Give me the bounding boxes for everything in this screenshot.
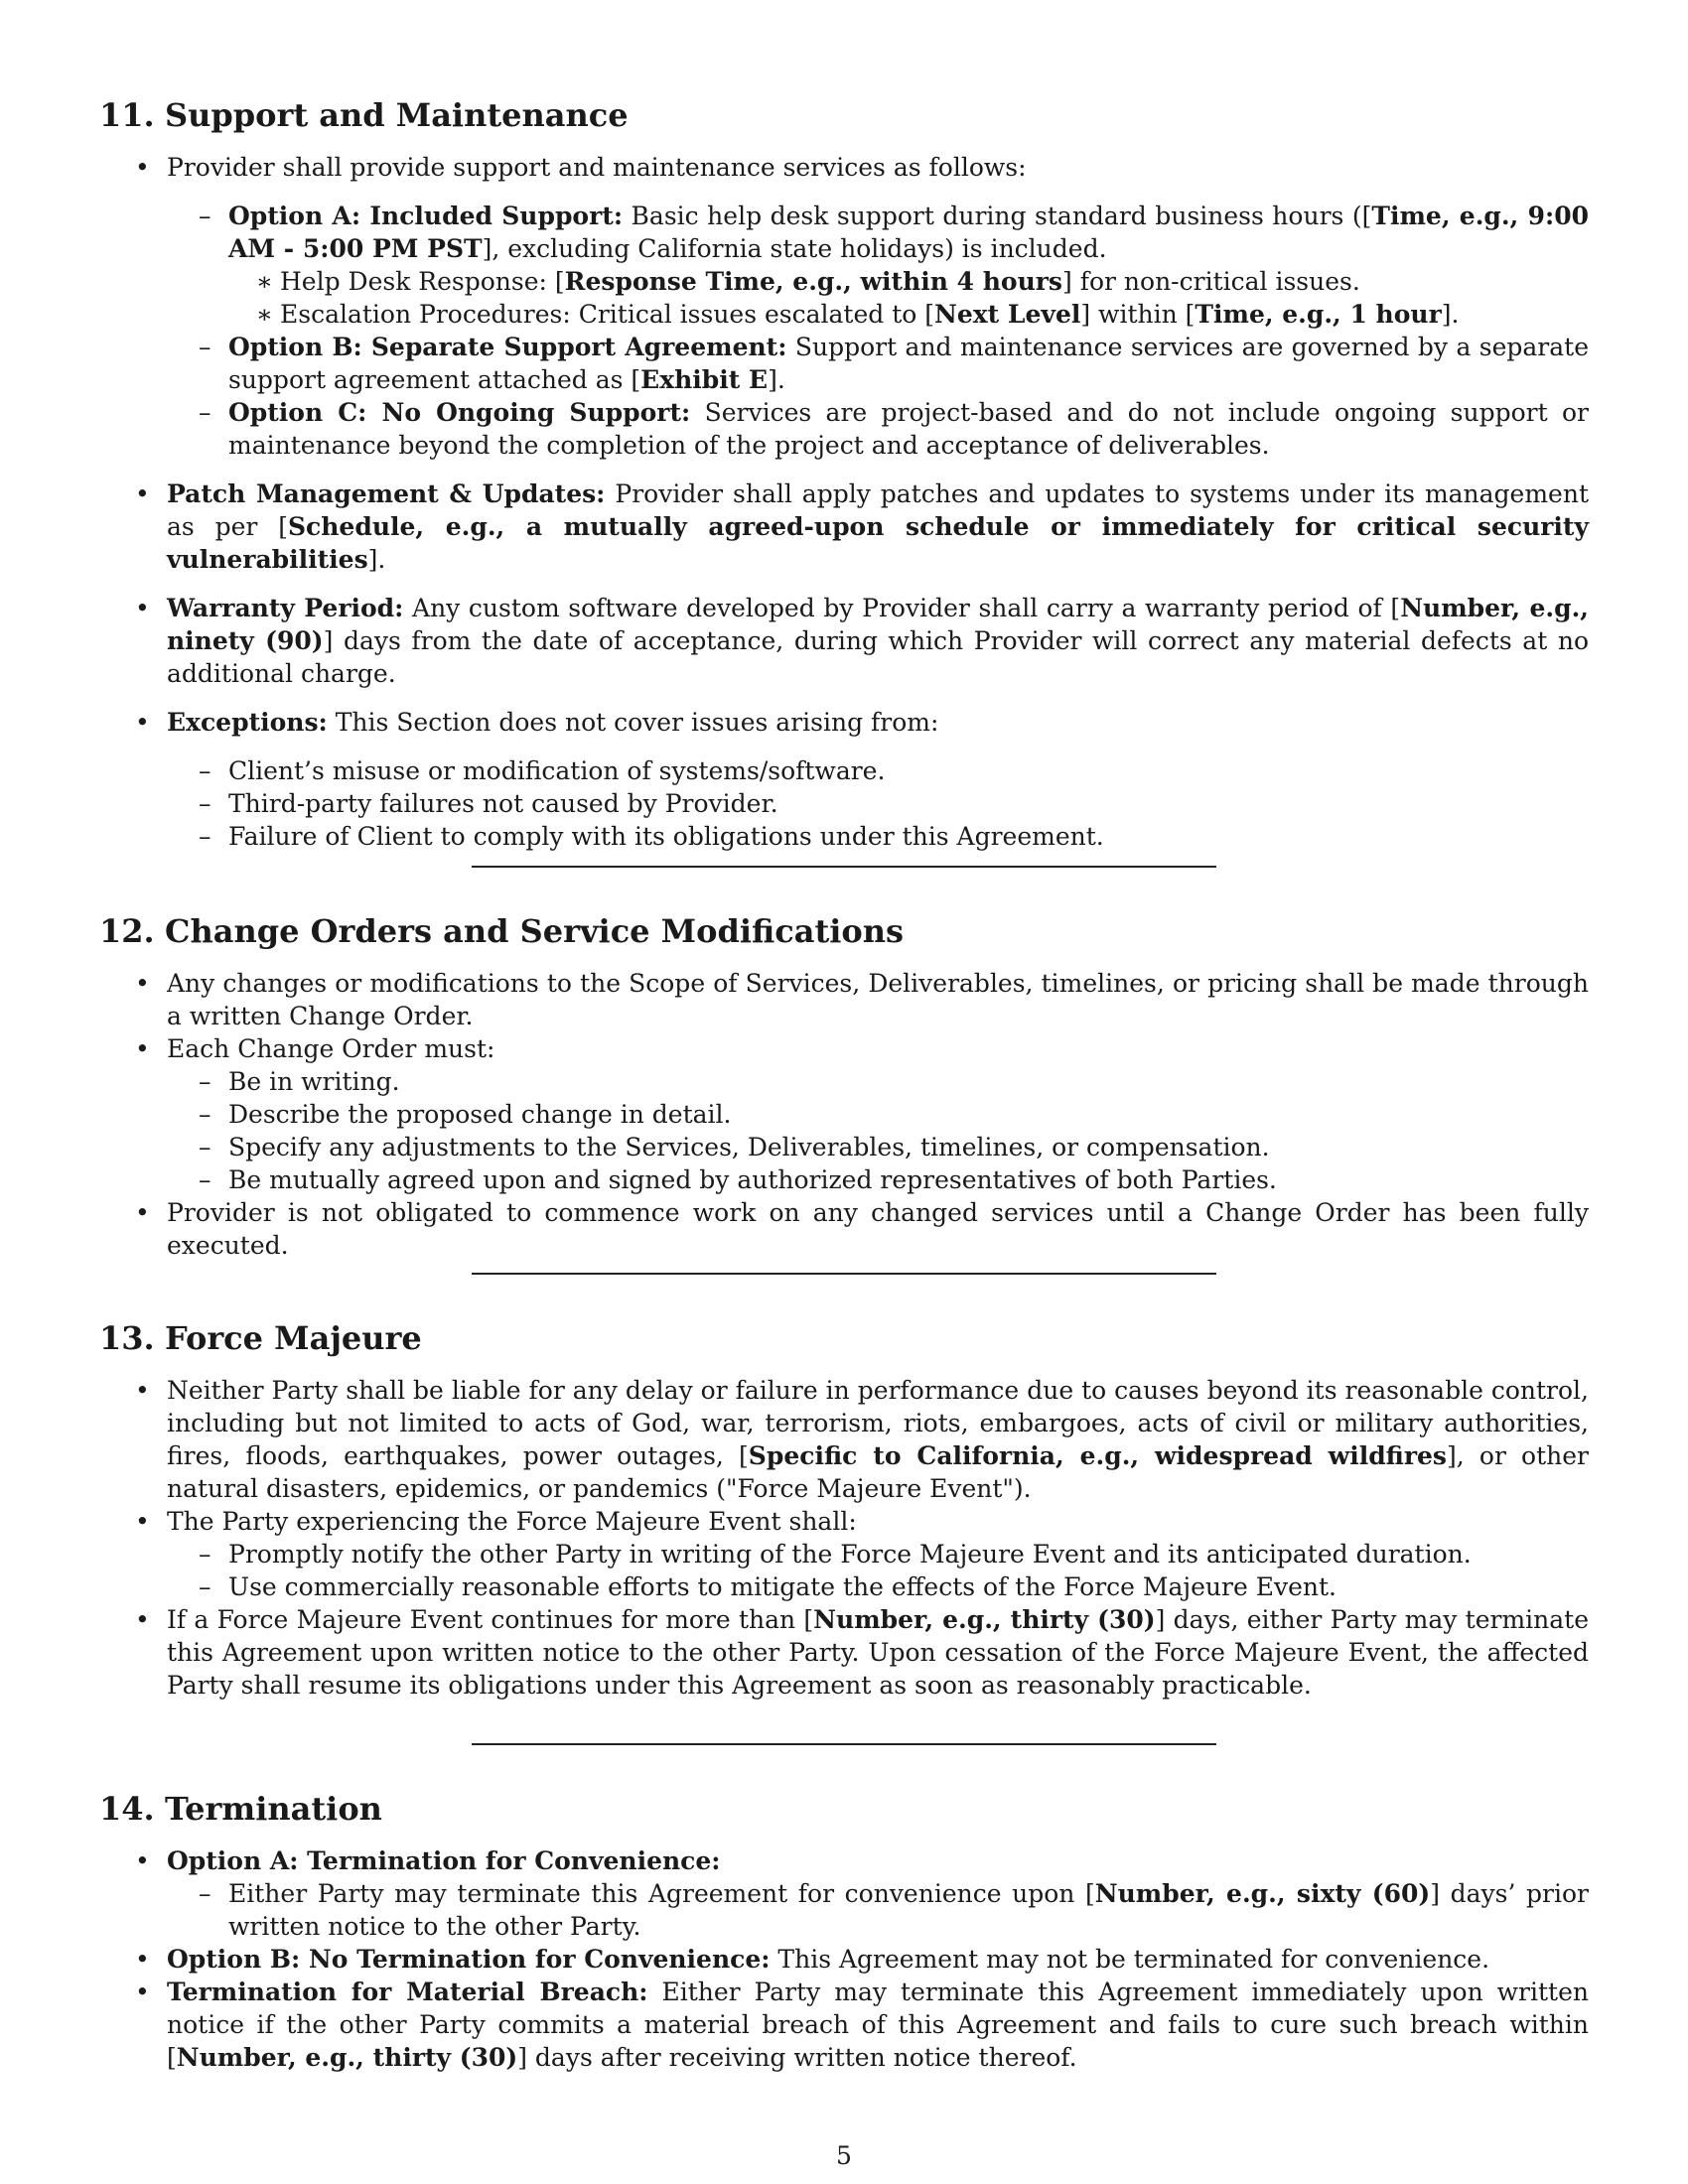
section-divider: [472, 866, 1216, 868]
section-11-body: [99, 151, 1589, 853]
list-item: [99, 1505, 1589, 1603]
list-item: [99, 151, 1589, 462]
material-breach-placeholder: Number, e.g., thirty (30): [176, 2043, 518, 2072]
list-item: [167, 200, 1589, 331]
option-a-label: Option A: Included Support:: [228, 202, 624, 230]
section-12-body: [99, 967, 1589, 1262]
option-a-text: ], excluding California state holidays) is included.: [482, 234, 1107, 263]
patch-label: Patch Management & Updates:: [167, 479, 606, 508]
list-item: – Be in writing.: [167, 1065, 1589, 1098]
option-a-placeholder: Time, e.g., 9:00 AM - 5:00 PM PST: [228, 202, 1589, 263]
list-item: – Third-party failures not caused by Provider.: [167, 787, 1589, 820]
list-item: [167, 331, 1589, 396]
list-item: • Provider is not obligated to commence work on any changed services until a Change Order has been fully executed.: [99, 1196, 1589, 1262]
section-number: 11.: [99, 96, 155, 134]
patch-text: Provider shall apply patches and updates to systems under its management as per [: [167, 479, 1590, 541]
option-c-text: Services are project-based and do not include ongoing support or maintenance beyond the completion of the project and acceptance of deliverables.: [228, 398, 1589, 460]
help-desk-text: Help Desk Response: [: [280, 267, 565, 296]
page-number: 5: [836, 2141, 852, 2170]
list-item: [167, 396, 1589, 462]
material-breach-label: Termination for Material Breach:: [167, 1978, 648, 2006]
list-item: – Failure of Client to comply with its obligations under this Agreement.: [167, 820, 1589, 853]
list-item: [99, 1374, 1589, 1505]
section-title: Force Majeure: [165, 1319, 422, 1357]
change-order-intro: Each Change Order must:: [167, 1034, 495, 1063]
list-item: – Use commercially reasonable efforts to mitigate the effects of the Force Majeure Event.: [167, 1570, 1589, 1603]
list-item: [99, 1943, 1589, 1976]
section-13-body: [99, 1374, 1589, 1702]
option-b-label: Option B: Separate Support Agreement:: [228, 333, 787, 361]
section-divider: [472, 1743, 1216, 1745]
help-desk-text: ] for non-critical issues.: [1062, 267, 1360, 296]
option-c-label: Option C: No Ongoing Support:: [228, 398, 691, 427]
list-item: [228, 265, 1589, 298]
list-item: [99, 478, 1589, 576]
section-number: 13.: [99, 1319, 155, 1357]
list-item: [99, 1032, 1589, 1196]
intro-text: Provider shall provide support and maintenance services as follows:: [167, 153, 1027, 182]
section-number: 12.: [99, 912, 155, 950]
force-majeure-duties-intro: The Party experiencing the Force Majeure Event shall:: [167, 1507, 857, 1536]
list-item: – Be mutually agreed upon and signed by authorized representatives of both Parties.: [167, 1163, 1589, 1196]
escalation-text: ] within [: [1080, 300, 1196, 329]
list-item: [99, 1844, 1589, 1943]
section-title: Termination: [165, 1790, 382, 1828]
force-majeure-term-text: ] days, either Party may terminate this Agreement upon written notice to the other Party. Upon cessation of the Force Majeure Event, the affected Party shall resume its obligations under this Agreement as soon as reasonably practicable.: [167, 1605, 1589, 1700]
section-number: 14.: [99, 1790, 155, 1828]
list-item: • Any changes or modifications to the Scope of Services, Deliverables, timelines, or pricing shall be made through a written Change Order.: [99, 967, 1589, 1032]
exceptions-label: Exceptions:: [167, 708, 328, 737]
escalation-text: Escalation Procedures: Critical issues escalated to [: [280, 300, 935, 329]
termination-option-a-placeholder: Number, e.g., sixty (60): [1094, 1879, 1431, 1908]
list-item: [99, 1976, 1589, 2074]
termination-option-a-text: Either Party may terminate this Agreement for convenience upon [: [228, 1879, 1095, 1908]
patch-placeholder: Schedule, e.g., a mutually agreed-upon schedule or immediately for critical security vulnerabilities: [167, 512, 1589, 574]
termination-option-b-text: This Agreement may not be terminated for convenience.: [770, 1945, 1490, 1974]
section-title: Support and Maintenance: [165, 96, 629, 134]
list-item: – Describe the proposed change in detail.: [167, 1098, 1589, 1131]
section-14-heading: [99, 1789, 382, 1829]
option-b-placeholder: Exhibit E: [640, 365, 769, 394]
force-majeure-term-placeholder: Number, e.g., thirty (30): [813, 1605, 1156, 1634]
escalation-placeholder: Next Level: [934, 300, 1081, 329]
section-11-heading: [99, 95, 629, 135]
warranty-label: Warranty Period:: [167, 594, 404, 622]
exceptions-text: This Section does not cover issues arising from:: [327, 708, 939, 737]
list-item: [167, 1877, 1589, 1943]
force-majeure-text: Neither Party shall be liable for any delay or failure in performance due to causes beyond its reasonable control, including but not limited to acts of God, war, terrorism, riots, embargoes, acts of civil or military authorities, fires, floods, earthquakes, power outages, [: [167, 1376, 1589, 1470]
escalation-text: ].: [1441, 300, 1460, 329]
option-b-text: ].: [768, 365, 785, 394]
section-14-body: [99, 1844, 1589, 2074]
force-majeure-text: ], or other natural disasters, epidemics, or pandemics ("Force Majeure Event").: [167, 1441, 1590, 1503]
force-majeure-term-text: If a Force Majeure Event continues for more than [: [167, 1605, 814, 1634]
section-divider: [472, 1273, 1216, 1275]
section-title: Change Orders and Service Modifications: [165, 912, 905, 950]
help-desk-placeholder: Response Time, e.g., within 4 hours: [564, 267, 1063, 296]
material-breach-text: ] days after receiving written notice thereof.: [517, 2043, 1077, 2072]
list-item: – Specify any adjustments to the Services, Deliverables, timelines, or compensation.: [167, 1131, 1589, 1163]
warranty-placeholder: Number, e.g., ninety (90): [167, 594, 1590, 655]
patch-text: ].: [367, 545, 386, 574]
warranty-text: Any custom software developed by Provider shall carry a warranty period of [: [403, 594, 1401, 622]
material-breach-text: Either Party may terminate this Agreement immediately upon written notice if the other Party commits a material breach of this Agreement and fails to cure such breach within [: [167, 1978, 1589, 2072]
escalation-placeholder: Time, e.g., 1 hour: [1195, 300, 1442, 329]
list-item: [99, 592, 1589, 690]
list-item: [228, 298, 1589, 331]
termination-option-a-label: Option A: Termination for Convenience:: [167, 1846, 721, 1875]
list-item: [99, 1603, 1589, 1702]
warranty-text: ] days from the date of acceptance, during which Provider will correct any material defects at no additional charge.: [167, 626, 1589, 688]
termination-option-b-label: Option B: No Termination for Convenience:: [167, 1945, 771, 1974]
list-item: [99, 706, 1589, 853]
section-13-heading: [99, 1318, 422, 1358]
list-item: – Promptly notify the other Party in writing of the Force Majeure Event and its anticipated duration.: [167, 1538, 1589, 1570]
termination-option-a-text: ] days’ prior written notice to the other Party.: [228, 1879, 1589, 1941]
force-majeure-placeholder: Specific to California, e.g., widespread wildfires: [748, 1441, 1448, 1470]
option-a-text: Basic help desk support during standard business hours ([: [623, 202, 1372, 230]
section-12-heading: [99, 911, 904, 951]
option-b-text: Support and maintenance services are governed by a separate support agreement attached as [: [228, 333, 1589, 394]
list-item: – Client’s misuse or modification of systems/software.: [167, 754, 1589, 787]
